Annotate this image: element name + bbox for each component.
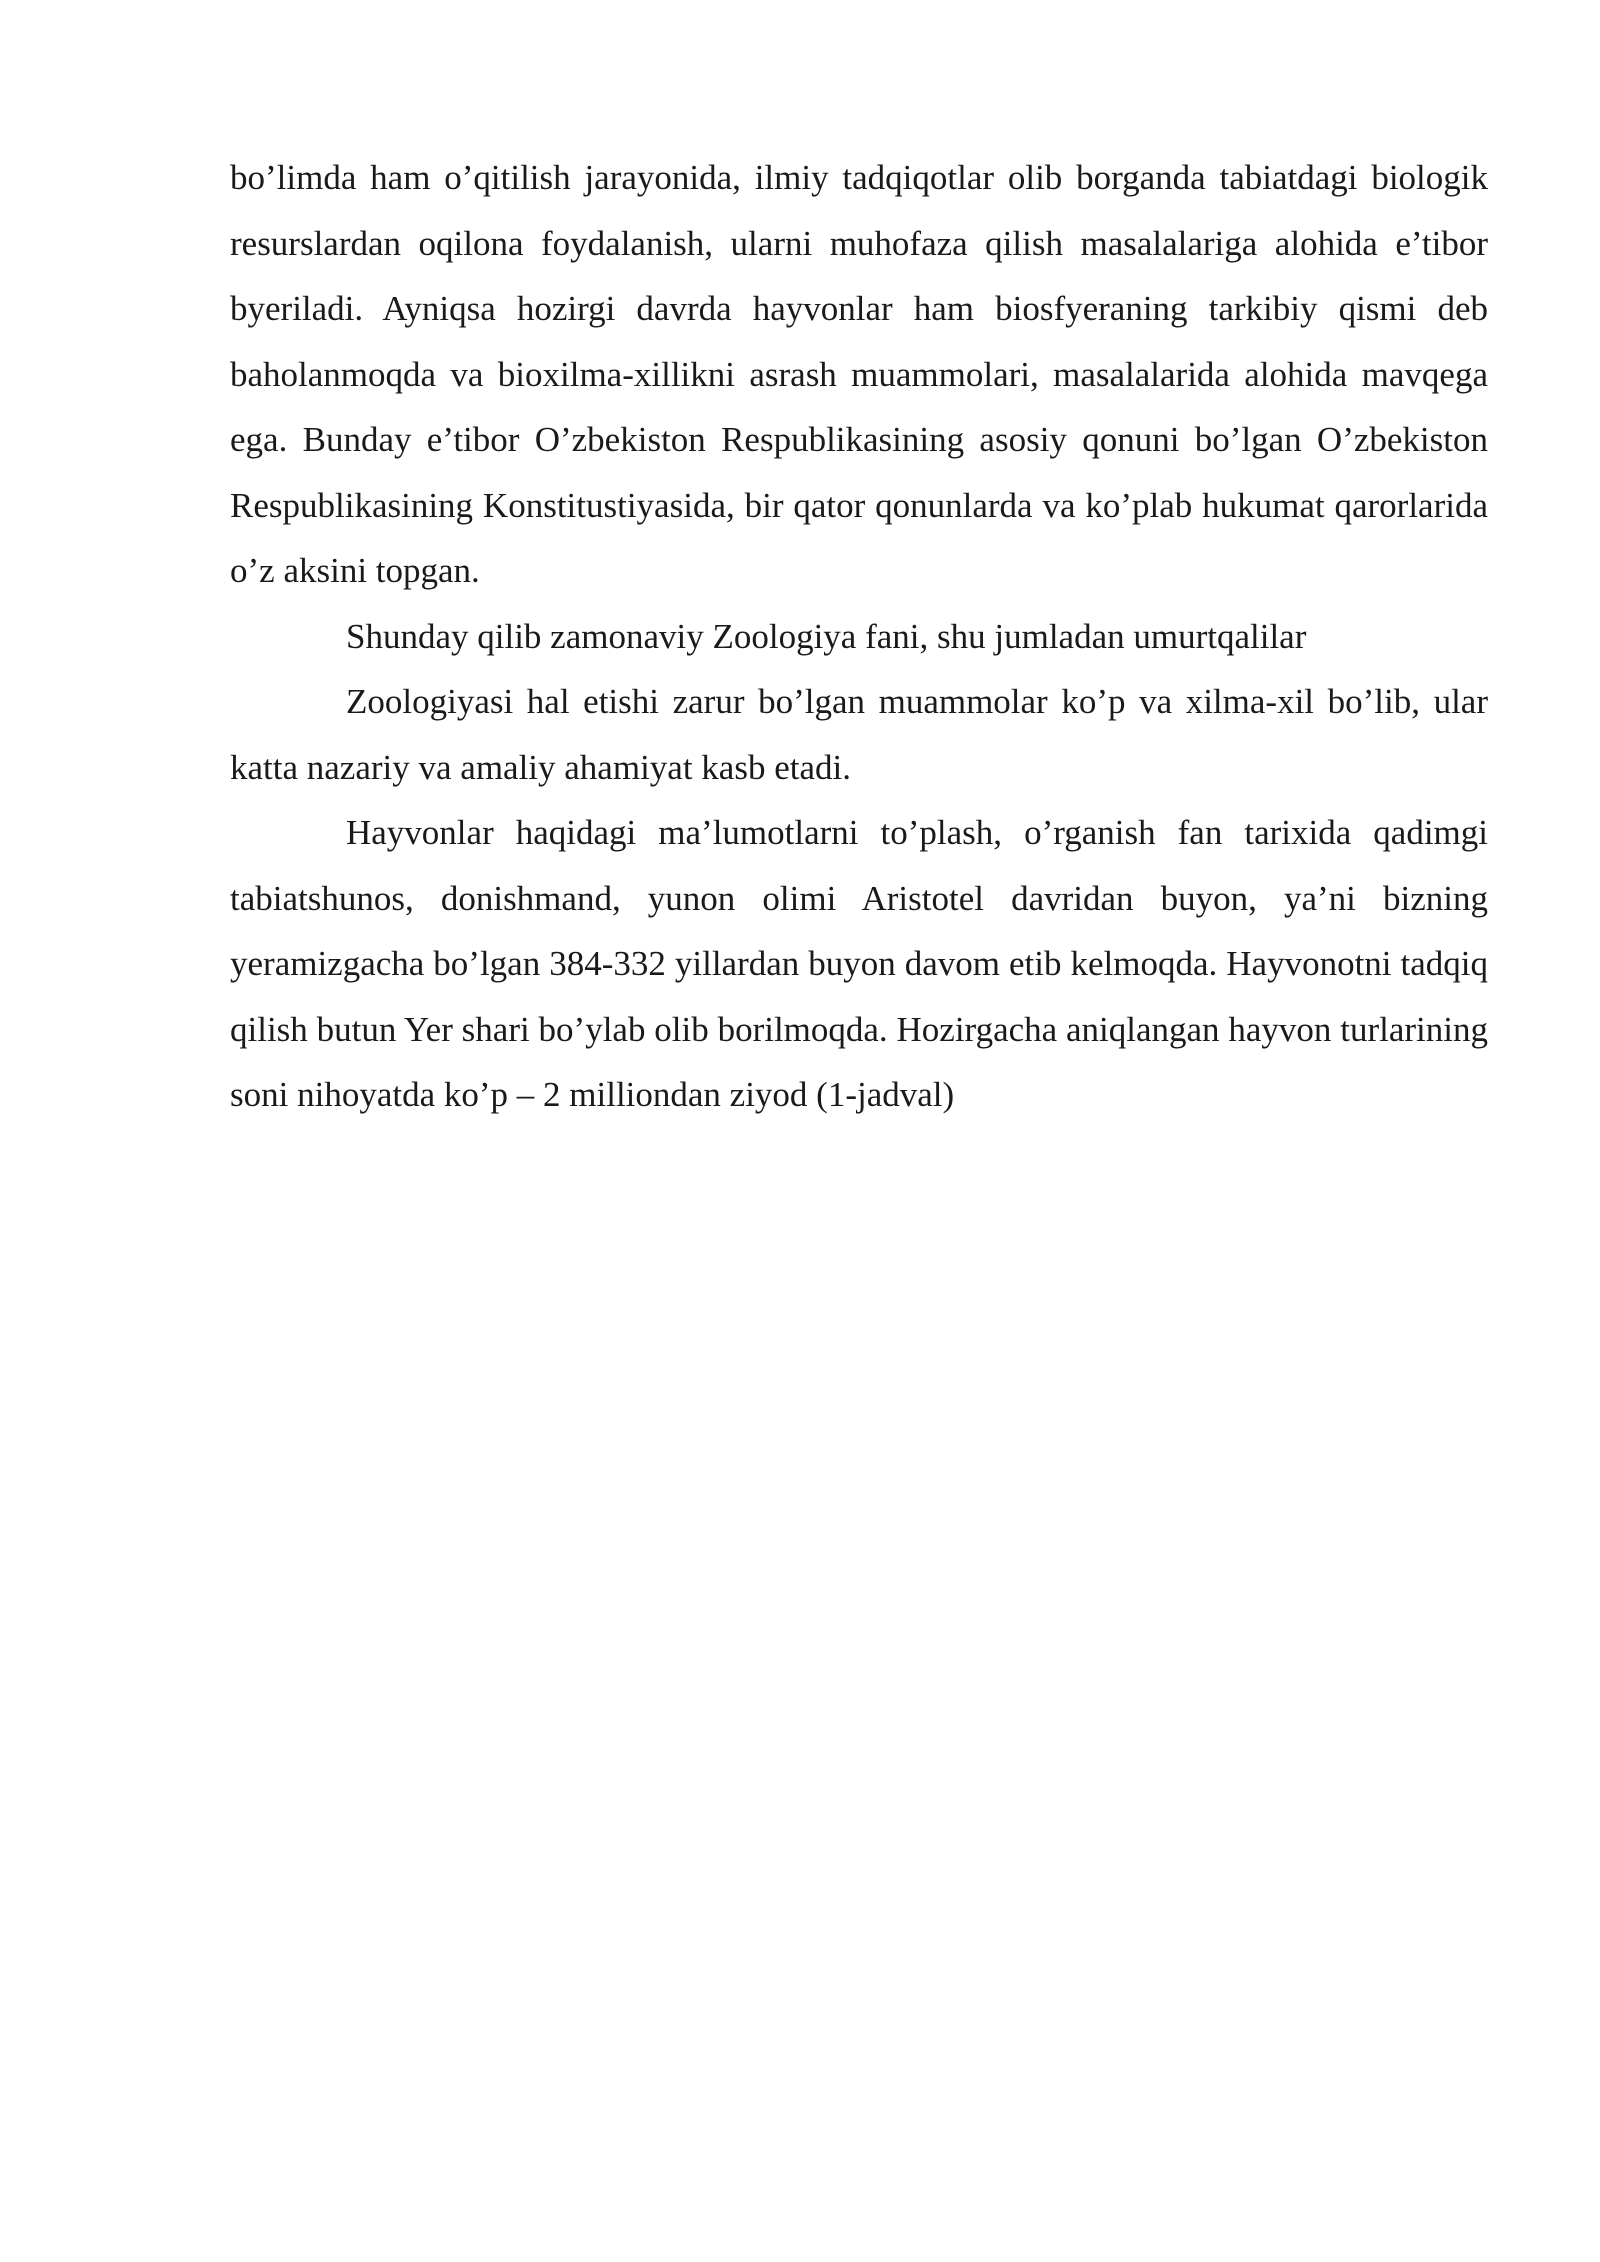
paragraph-4: Hayvonlar haqidagi ma’lumotlarni to’plash, o’rganish fan tarixida qadimgi tabiatshunos, donishmand, yunon olimi Aristotel davridan buyon, ya’ni bizning yeramizgacha bo’lgan 384-332 yillardan buyon davom etib kelmoqda. Hayvonotni tadqiq qilish butun Yer shari bo’ylab olib borilmoqda. Hozirgacha aniqlangan hayvon turlarining soni nihoyatda ko’p – 2 milliondan ziyod (1-jadval) [230, 813, 1488, 1114]
paragraph-2: Shunday qilib zamonaviy Zoologiya fani, shu jumladan umurtqalilar [346, 616, 1307, 656]
body-text [230, 145, 1488, 1128]
paragraph-1: bo’limda ham o’qitilish jarayonida, ilmiy tadqiqotlar olib borganda tabiatdagi biologik resurslardan oqilona foydalanish, ularni muhofaza qilish masalalariga alohida e’tibor byeriladi. Ayniqsa hozirgi davrda hayvonlar ham biosfyeraning tarkibiy qismi deb baholanmoqda va bioxilma-xillikni asrash muammolari, masalalarida alohida mavqega ega. Bunday e’tibor O’zbekiston Respublikasining asosiy qonuni bo’lgan O’zbekiston Respublikasining Konstitustiyasida, bir qator qonunlarda va ko’plab hukumat qarorlarida o’z aksini topgan. [230, 158, 1488, 590]
paragraph-3: Zoologiyasi hal etishi zarur bo’lgan muammolar ko’p va xilma-xil bo’lib, ular katta nazariy va amaliy ahamiyat kasb etadi. [230, 682, 1488, 787]
